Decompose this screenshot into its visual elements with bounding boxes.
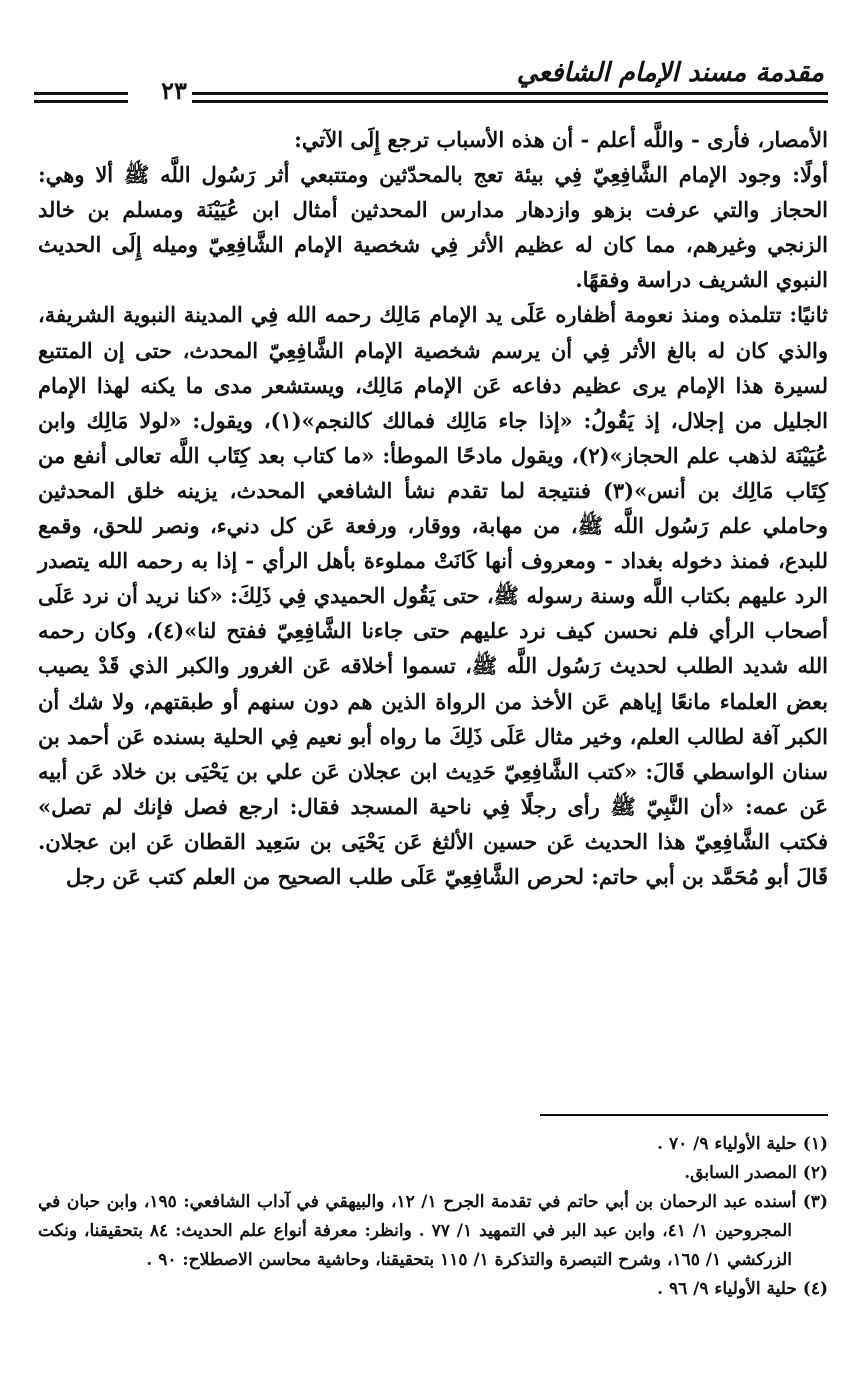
footnote-3: (٣) أسنده عبد الرحمان بن أبي حاتم في تقدمة الجرح ١/ ١٢، والبيهقي في آداب الشافعي: ١٩٥، وابن حبان في المجروحين ١/ ٤١، وابن عبد البر في التمهيد ١/ ٧٧ . وانظر: معرفة أنواع علم الحديث: ٨٤ بتحقيقنا، ونكت الزركشي ١/ ١٦٥، وشرح التبصرة والتذكرة ١/ ١١٥ بتحقيقنا، وحاشية محاسن الاصطلاح: ٩٠ .	[38, 1192, 828, 1270]
paragraph-text: وجود الإمام الشَّافِعِيّ فِي بيئة تعج بالمحدّثين ومتتبعي أثر رَسُول اللَّه ﷺ ألا وهي: الحجاز والتي عرفت بزهو وازدهار مدارس المحدثين أمثال ابن عُيَيْنَة ومسلم بن خالد الزنجي وغيرهم، مما كان له عظيم الأثر فِي شخصية الإمام الشَّافِعِيّ وميله إِلَى الحديث النبوي الشريف دراسة وفقهًا.	[38, 162, 828, 293]
body-text	[38, 122, 828, 894]
footnote-2: (٢) المصدر السابق.	[684, 1163, 828, 1183]
paragraph-second-reason	[38, 297, 828, 894]
header-rule-left-top	[34, 92, 128, 95]
header-rule-right-top	[192, 92, 828, 95]
footnotes	[38, 1130, 828, 1304]
header-rule-right-bottom	[192, 100, 828, 103]
footnote-separator	[540, 1114, 828, 1116]
footnote-4: (٤) حلية الأولياء ٩/ ٩٦ .	[657, 1279, 828, 1299]
header-rule-left-bottom	[34, 100, 128, 103]
paragraph-intro: الأمصار، فأرى - واللَّه أعلم - أن هذه الأسباب ترجع إِلَى الآتي:	[294, 127, 828, 152]
page-number: ٢٣	[161, 76, 187, 105]
paragraph-first-reason	[38, 157, 828, 297]
paragraph-lead: أولًا:	[792, 162, 828, 188]
paragraph-text: تتلمذه ومنذ نعومة أظفاره عَلَى يد الإمام مَالِك رحمه الله فِي المدينة النبوية الشريفة، والذي كان له بالغ الأثر فِي أن يرسم شخصية الإمام الشَّافِعِيّ المحدث، حتى إن المتتبع لسيرة هذا الإمام يرى عظيم دفاعه عَن الإمام مَالِك، ويستشعر مدى ما يكنه لهذا الإمام الجليل من إجلال، إذ يَقُولُ: «إذا جاء مَالِك فمالك كالنجم»(١)، ويقول: «لولا مَالِك وابن عُيَيْنَة لذهب علم الحجاز»(٢)، ويقول مادحًا الموطأ: «ما كتاب بعد كِتَاب اللَّه تعالى أنفع من كِتَاب مَالِك بن أنس»(٣) فنتيجة لما تقدم نشأ الشافعي المحدث، يزينه خلق المحدثين وحاملي علم رَسُول اللَّه ﷺ، من مهابة، ووقار، ورفعة عَن كل دنيء، ونصر للحق، وقمع للبدع، فمنذ دخوله بغداد - ومعروف أنها كَانَتْ مملوءة بأهل الرأي - إذا به رحمه الله يتصدر الرد عليهم بكتاب اللَّه وسنة رسوله ﷺ، حتى يَقُول الحميدي فِي ذَلِكَ: «كنا نريد أن نرد عَلَى أصحاب الرأي فلم نحسن كيف نرد عليهم حتى جاءنا الشَّافِعِيّ ففتح لنا»(٤)، وكان رحمه الله شديد الطلب لحديث رَسُول اللَّه ﷺ، تسموا أخلاقه عَن الغرور والكبر الذي قَدْ يصيب بعض العلماء مانعًا إياهم عَن الأخذ من الرواة الذين هم دون سنهم أو طبقتهم، ولا شك أن الكبر آفة لطالب العلم، وخير مثال عَلَى ذَلِكَ ما رواه أبو نعيم فِي الحلية بسنده عَن أحمد بن سنان الواسطي قَالَ: «كتب الشَّافِعِيّ حَدِيث ابن عجلان عَن علي بن يَحْيَى بن خلاد عَن أبيه عَن عمه: «أن النَّبِيّ ﷺ رأى رجلًا فِي ناحية المسجد فقال: ارجع فصل فإنك لم تصل» فكتب الشَّافِعِيّ هذا الحديث عَن حسين الألثغ عَن يَحْيَى بن سَعِيد القطان عَن ابن عجلان. قَالَ أبو مُحَمَّد بن أبي حاتم: لحرص الشَّافِعِيّ عَلَى طلب الصحيح من العلم كتب عَن رجل	[38, 302, 829, 889]
paragraph-lead: ثانيًا:	[789, 302, 828, 328]
footnote-1: (١) حلية الأولياء ٩/ ٧٠ .	[657, 1134, 828, 1154]
running-title: مقدمة مسند الإمام الشافعي	[516, 58, 824, 88]
